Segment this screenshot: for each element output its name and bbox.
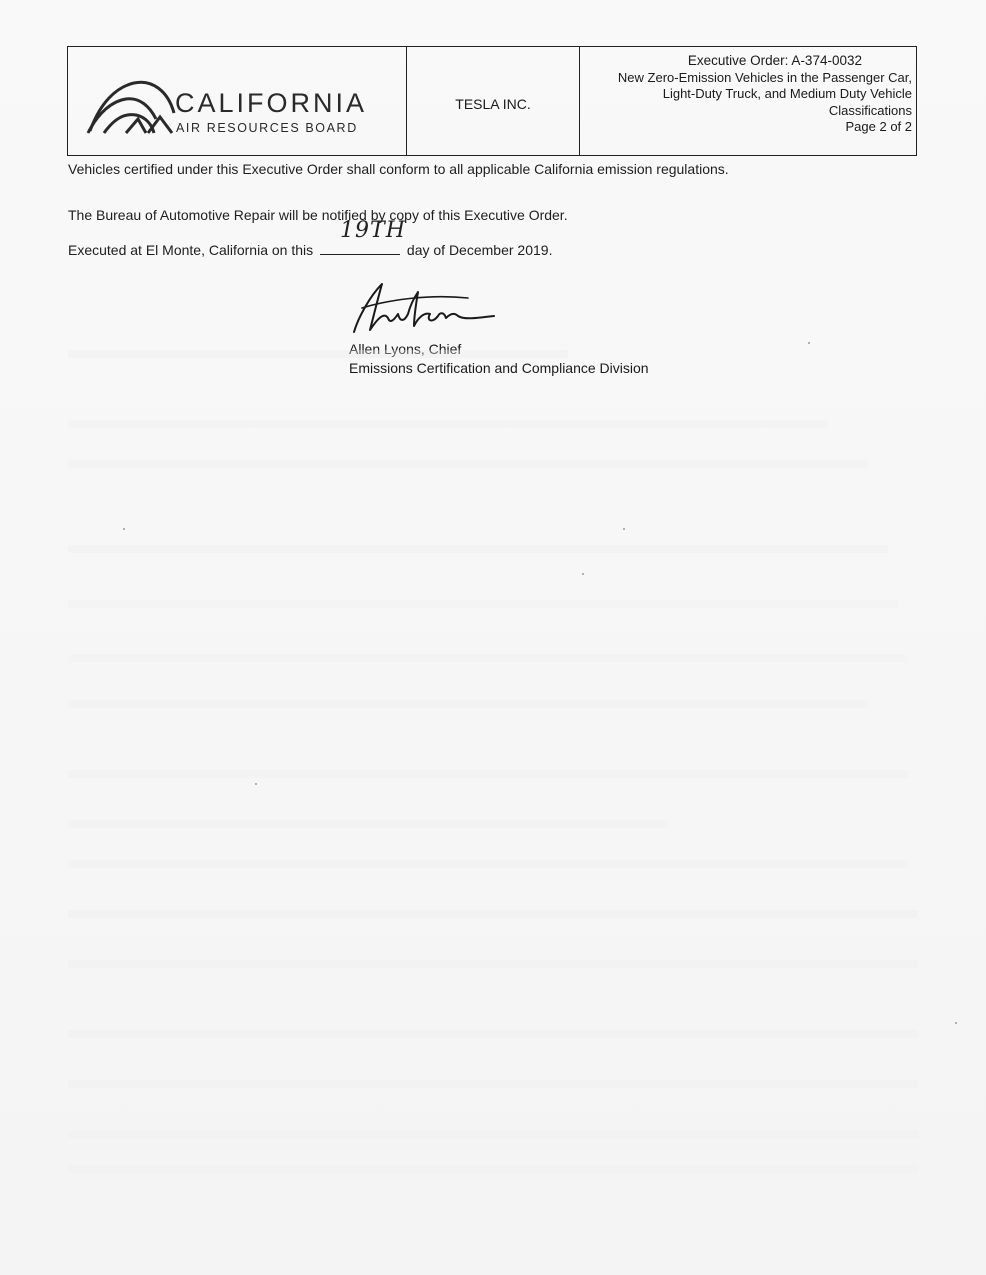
execution-statement [68,218,553,258]
carb-mountain-logo-icon [86,73,178,137]
bleed-through-line [68,770,908,778]
scan-speck [955,1022,957,1024]
bleed-through-line [68,420,828,428]
signer-name: Allen Lyons, Chief [349,341,462,357]
logo-subtitle: AIR RESOURCES BOARD [176,121,358,135]
executed-suffix: day of December 2019. [406,242,553,258]
bleed-through-line [68,1080,918,1088]
bleed-through-line [68,700,868,708]
bleed-through-line [68,860,908,868]
executive-order-number: Executive Order: A-374-0032 [687,53,862,68]
company-name: TESLA INC. [455,96,531,112]
order-description-line: New Zero-Emission Vehicles in the Passenger Car, [617,69,912,85]
bleed-through-line [68,960,918,968]
handwritten-day: 19TH [340,218,406,243]
scan-speck [123,528,125,530]
day-blank [320,218,406,255]
handwritten-signature [348,278,498,338]
order-description-line: Light-Duty Truck, and Medium Duty Vehicle [662,86,912,101]
logo-name: CALIFORNIA [175,88,368,118]
order-description-line: Classifications [828,102,912,118]
bleed-through-line [68,1130,918,1138]
scan-speck [582,573,584,575]
bleed-through-line [68,1165,918,1173]
header-table [67,46,917,156]
scan-speck [255,783,257,785]
bleed-through-line [68,1030,918,1038]
bleed-through-line [68,910,918,918]
bleed-through-line [68,545,888,553]
conformance-statement: Vehicles certified under this Executive Order shall conform to all applicable California emission regulations. [68,161,729,177]
bleed-through-line [68,655,908,663]
bleed-through-line [68,820,668,828]
notification-statement: The Bureau of Automotive Repair will be notified by copy of this Executive Order. [68,207,568,223]
bleed-through-line [68,460,868,468]
scan-speck [623,528,625,530]
order-cell [580,47,916,155]
logo-cell [68,47,407,155]
scan-speck [808,342,810,344]
company-cell [407,47,580,155]
signature-block [349,340,649,378]
signer-division: Emissions Certification and Compliance Division [349,360,649,376]
bleed-through-line [68,600,898,608]
bleed-through-line [68,350,568,358]
executed-prefix: Executed at El Monte, California on this [68,242,314,258]
page-number: Page 2 of 2 [845,119,912,134]
